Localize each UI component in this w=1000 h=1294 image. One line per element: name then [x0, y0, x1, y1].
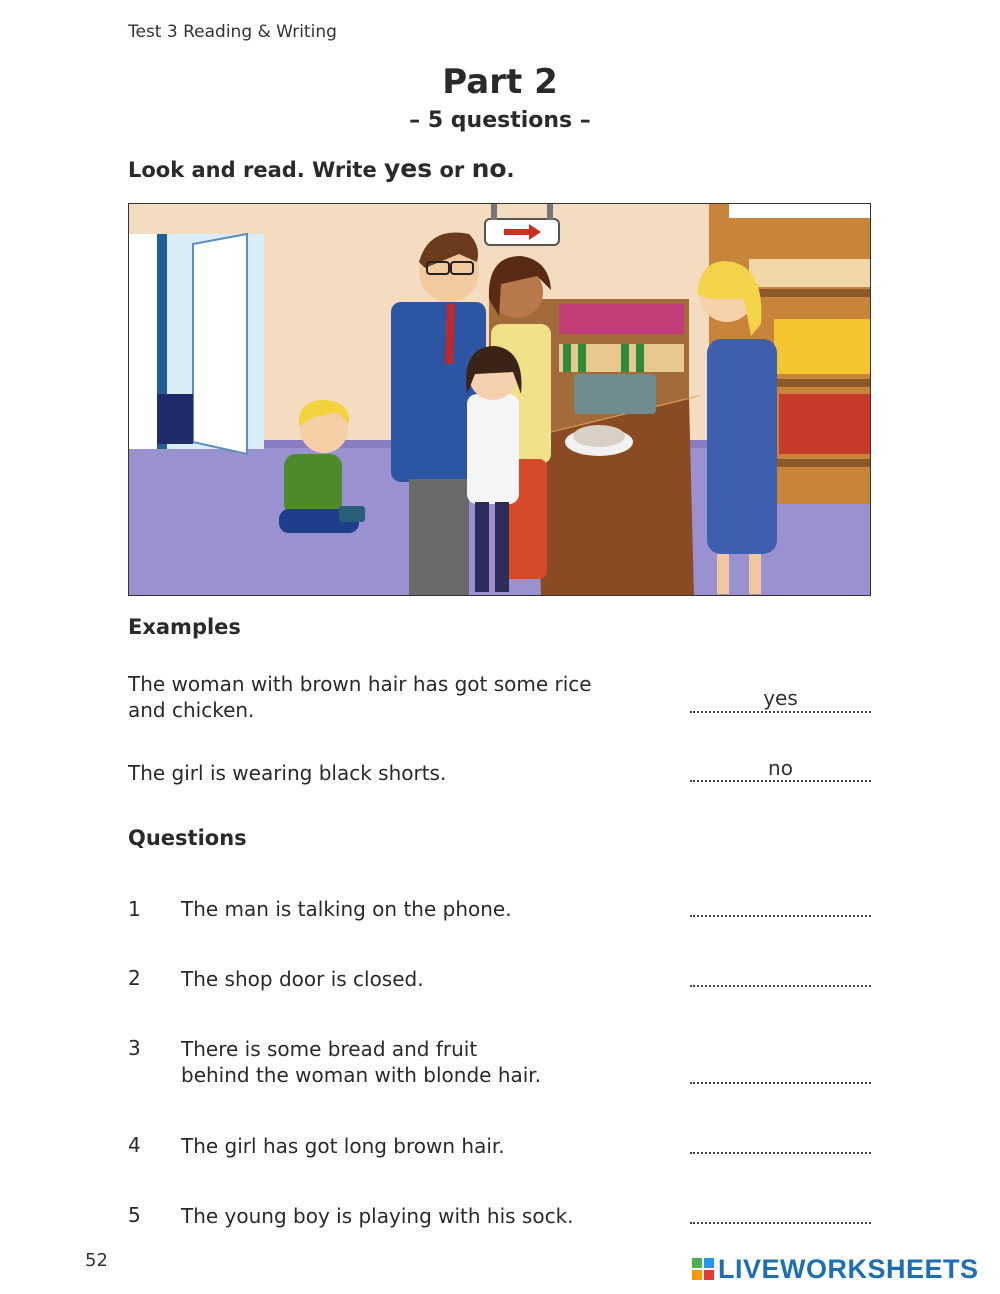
question-2-answer-line[interactable] — [690, 985, 871, 987]
question-5-text: The young boy is playing with his sock. — [181, 1204, 574, 1228]
question-3-text — [181, 1036, 541, 1088]
instruction — [128, 154, 515, 183]
question-4-answer-line[interactable] — [690, 1152, 871, 1154]
example-2-sentence: The girl is wearing black shorts. — [128, 761, 447, 785]
page-number: 52 — [85, 1250, 108, 1271]
question-3-number: 3 — [128, 1036, 141, 1060]
shop-scene-image — [129, 204, 871, 596]
instruction-prefix: Look and read. Write — [128, 158, 385, 182]
question-2-text: The shop door is closed. — [181, 967, 424, 991]
example-2-answer: no — [768, 756, 793, 780]
question-2-number: 2 — [128, 966, 141, 990]
example-2-answer-line — [690, 780, 871, 782]
question-5-number: 5 — [128, 1203, 141, 1227]
question-1-text: The man is talking on the phone. — [181, 897, 512, 921]
part-subtitle: – 5 questions – — [409, 108, 591, 133]
instruction-suffix: . — [506, 158, 515, 182]
question-4-number: 4 — [128, 1133, 141, 1157]
shop-illustration — [128, 203, 871, 596]
instruction-yes: yes — [384, 154, 433, 183]
question-1-answer-line[interactable] — [690, 915, 871, 917]
examples-heading: Examples — [128, 615, 241, 639]
liveworksheets-logo-icon — [692, 1258, 714, 1280]
example-1-sentence — [128, 671, 592, 723]
question-5-answer-line[interactable] — [690, 1222, 871, 1224]
question-4-text: The girl has got long brown hair. — [181, 1134, 505, 1158]
example-1-line-2: and chicken. — [128, 698, 255, 722]
example-1-answer-line — [690, 711, 871, 713]
question-1-number: 1 — [128, 897, 141, 921]
question-3-answer-line[interactable] — [690, 1082, 871, 1084]
part-title: Part 2 — [442, 62, 558, 102]
page-header: Test 3 Reading & Writing — [128, 22, 337, 42]
instruction-mid: or — [432, 158, 472, 182]
logo-text: LIVEWORKSHEETS — [718, 1254, 979, 1284]
question-3-line-1: There is some bread and fruit — [181, 1037, 478, 1061]
example-1-answer: yes — [763, 686, 798, 710]
liveworksheets-logo[interactable] — [692, 1254, 979, 1285]
instruction-no: no — [471, 154, 507, 183]
example-1-line-1: The woman with brown hair has got some rice — [128, 672, 592, 696]
questions-heading: Questions — [128, 826, 247, 850]
question-3-line-2: behind the woman with blonde hair. — [181, 1063, 542, 1087]
